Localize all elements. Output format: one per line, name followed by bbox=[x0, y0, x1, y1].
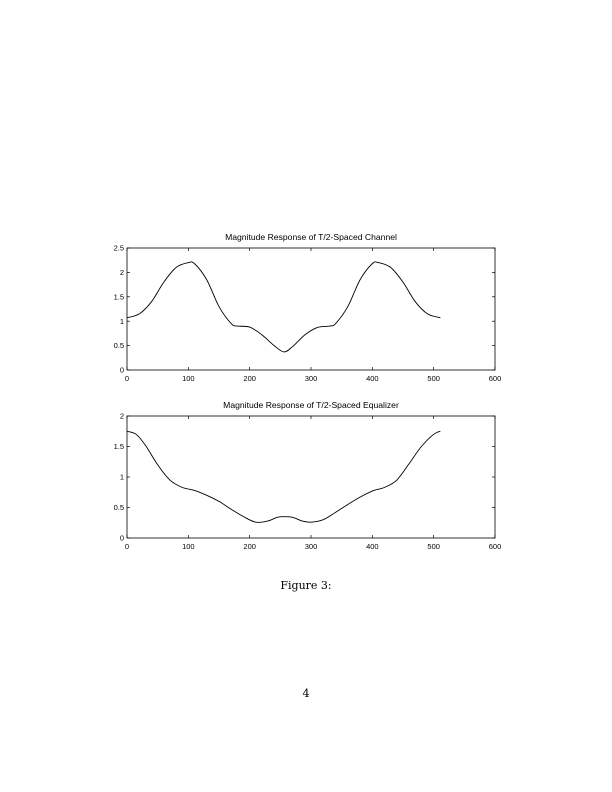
figure-caption: Figure 3: bbox=[280, 579, 332, 592]
x-tick-label: 400 bbox=[366, 542, 379, 551]
x-tick-label: 100 bbox=[182, 542, 195, 551]
equalizer-magnitude-chart bbox=[114, 400, 502, 551]
y-tick-label: 1 bbox=[119, 316, 124, 326]
x-tick-label: 300 bbox=[304, 542, 318, 551]
y-tick-label: 2.5 bbox=[113, 243, 124, 253]
y-tick-label: 0 bbox=[119, 365, 124, 375]
y-tick-label: 0.5 bbox=[113, 503, 124, 513]
series-line bbox=[127, 431, 440, 522]
x-tick-label: 500 bbox=[427, 374, 440, 383]
y-tick-label: 1 bbox=[119, 472, 124, 482]
chart-title: Magnitude Response of T/2-Spaced Channel bbox=[225, 232, 397, 242]
x-tick-label: 300 bbox=[304, 374, 318, 383]
x-tick-label: 400 bbox=[366, 374, 379, 383]
x-tick-label: 0 bbox=[124, 542, 130, 551]
plot-frame bbox=[127, 416, 495, 538]
x-tick-label: 200 bbox=[243, 542, 256, 551]
page-number: 4 bbox=[302, 687, 310, 700]
y-tick-label: 2 bbox=[119, 411, 124, 421]
y-tick-label: 1.5 bbox=[113, 442, 124, 452]
y-tick-label: 1.5 bbox=[113, 292, 124, 302]
y-tick-label: 2 bbox=[119, 268, 124, 277]
plot-frame bbox=[127, 248, 495, 370]
y-tick-label: 0.5 bbox=[113, 341, 124, 351]
series-line bbox=[127, 262, 440, 352]
x-tick-label: 600 bbox=[488, 542, 502, 551]
channel-magnitude-chart bbox=[114, 232, 502, 383]
chart-title: Magnitude Response of T/2-Spaced Equalizer bbox=[223, 400, 399, 410]
x-tick-label: 100 bbox=[182, 374, 195, 383]
x-tick-label: 500 bbox=[427, 542, 440, 551]
y-tick-label: 0 bbox=[119, 533, 124, 543]
x-tick-label: 600 bbox=[488, 374, 502, 383]
x-tick-label: 0 bbox=[124, 374, 130, 383]
x-tick-label: 200 bbox=[243, 374, 256, 383]
